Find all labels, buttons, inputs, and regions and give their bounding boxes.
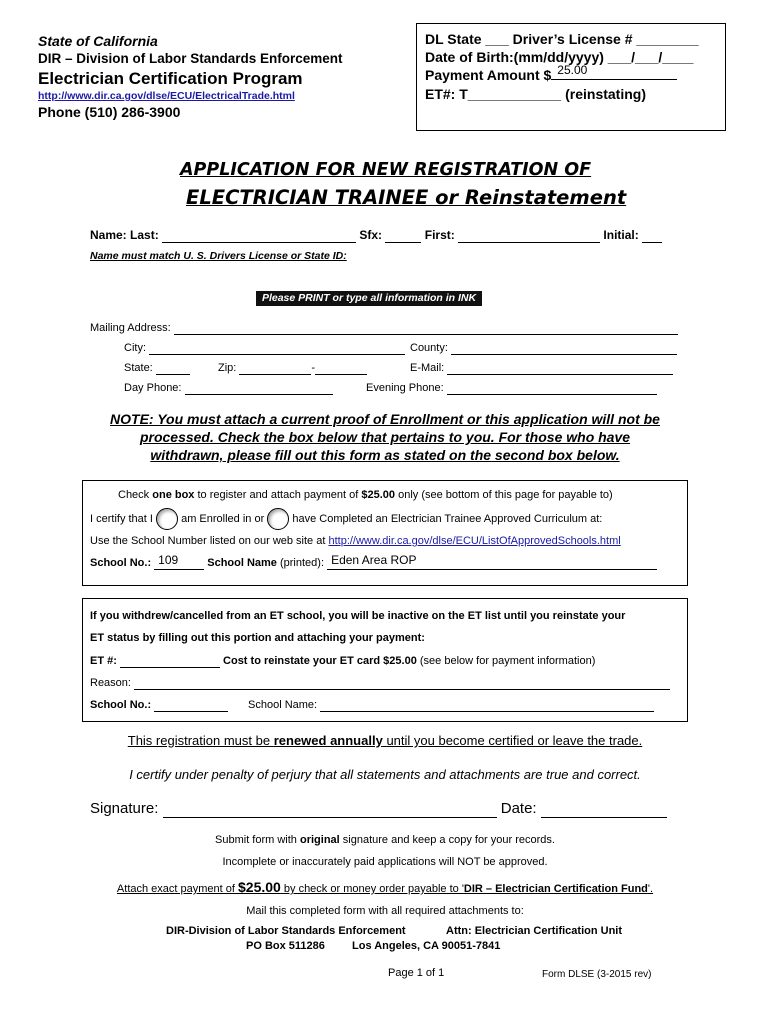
approved-schools-link[interactable]: http://www.dir.ca.gov/dlse/ECU/ListOfApprovedSchools.html bbox=[328, 535, 621, 547]
day-phone-label: Day Phone: bbox=[124, 382, 182, 394]
certify-row bbox=[90, 508, 602, 530]
address-line-2a: PO Box 511286 bbox=[246, 940, 325, 952]
email-label: E-Mail: bbox=[410, 362, 445, 374]
et-reinstating-line[interactable]: ET#: T____________ (reinstating) bbox=[425, 86, 646, 102]
et-label: ET #: bbox=[90, 655, 117, 667]
page-number: Page 1 of 1 bbox=[388, 967, 445, 979]
zip-ext-field[interactable] bbox=[315, 362, 367, 375]
reason-label: Reason: bbox=[90, 677, 131, 689]
dl-line[interactable]: DL State ___ Driver’s License # ________ bbox=[425, 31, 699, 47]
dob-line[interactable]: Date of Birth:(mm/dd/yyyy) ___/___/____ bbox=[425, 49, 694, 65]
perjury-statement: I certify under penalty of perjury that all statements and attachments are true and correct. bbox=[129, 767, 641, 782]
et-number-field[interactable] bbox=[120, 655, 220, 668]
reinstate-school-name-field[interactable] bbox=[320, 699, 654, 712]
payment-amount-field[interactable] bbox=[551, 63, 677, 80]
signature-field[interactable] bbox=[163, 800, 497, 818]
check-instruction: Check one box to register and attach payment of $25.00 only (see bottom of this page for payable to) bbox=[118, 489, 613, 501]
reason-row[interactable] bbox=[90, 677, 670, 690]
school-name-label: School Name bbox=[207, 557, 277, 569]
header-state: State of California bbox=[38, 33, 158, 49]
payment-amount-label: Payment Amount $ bbox=[425, 67, 552, 83]
state-label: State: bbox=[124, 362, 153, 374]
title-line-2: ELECTRICIAN TRAINEE or Reinstatement bbox=[186, 186, 627, 209]
enrolled-radio[interactable] bbox=[156, 508, 178, 530]
city-row[interactable] bbox=[124, 342, 405, 355]
email-field[interactable] bbox=[447, 362, 673, 375]
city-field[interactable] bbox=[149, 342, 405, 355]
school-no-label: School No.: bbox=[90, 557, 152, 569]
state-field[interactable] bbox=[156, 362, 190, 375]
school-name-suffix: (printed): bbox=[279, 557, 325, 569]
name-last-field[interactable] bbox=[162, 228, 356, 243]
evening-phone-field[interactable] bbox=[447, 382, 657, 395]
address-line-2b: Los Angeles, CA 90051-7841 bbox=[352, 940, 501, 952]
header-phone: Phone (510) 286-3900 bbox=[38, 104, 181, 120]
reinstate-school-name-label: School Name: bbox=[248, 699, 318, 711]
reason-field[interactable] bbox=[134, 677, 670, 690]
mailing-address-field[interactable] bbox=[174, 322, 678, 335]
date-label: Date: bbox=[500, 800, 537, 817]
et-cost-row[interactable] bbox=[90, 655, 595, 668]
name-sfx-field[interactable] bbox=[385, 228, 421, 243]
completed-radio[interactable] bbox=[267, 508, 289, 530]
attach-payment-note: Attach exact payment of $25.00 by check or money order payable to 'DIR – Electrician Certification Fund'. bbox=[116, 879, 654, 895]
mail-note: Mail this completed form with all required attachments to: bbox=[246, 905, 524, 917]
day-phone-row[interactable] bbox=[124, 382, 333, 395]
school-no-value: 109 bbox=[158, 553, 179, 567]
school-url-row: Use the School Number listed on our web site at http://www.dir.ca.gov/dlse/ECU/ListOfApprovedSchools.html bbox=[90, 535, 621, 547]
withdrew-line-1: If you withdrew/cancelled from an ET school, you will be inactive on the ET list until you reinstate your bbox=[90, 610, 626, 622]
day-phone-field[interactable] bbox=[185, 382, 333, 395]
header-url-link[interactable]: http://www.dir.ca.gov/dlse/ECU/ElectricalTrade.html bbox=[38, 90, 295, 102]
cost-note: (see below for payment information) bbox=[419, 655, 596, 667]
payment-amount-value: 25.00 bbox=[557, 63, 588, 77]
mailing-address-row[interactable] bbox=[90, 322, 678, 335]
form-id: Form DLSE (3-2015 rev) bbox=[542, 969, 652, 980]
signature-row[interactable] bbox=[90, 800, 667, 818]
mailing-address-label: Mailing Address: bbox=[90, 322, 171, 334]
enrolled-label: am Enrolled in or bbox=[181, 512, 265, 525]
payment-amount-row[interactable] bbox=[425, 63, 677, 83]
zip-row[interactable]: Zip: - bbox=[218, 362, 367, 375]
date-field[interactable] bbox=[541, 800, 667, 818]
note-line-3: withdrawn, please fill out this form as stated on the second box below. bbox=[150, 447, 620, 463]
county-row[interactable] bbox=[410, 342, 677, 355]
city-label: City: bbox=[124, 342, 146, 354]
zip-field[interactable] bbox=[239, 362, 311, 375]
name-note: Name must match U. S. Drivers License or State ID: bbox=[90, 250, 347, 262]
name-sfx-label: Sfx: bbox=[359, 228, 383, 242]
evening-phone-label: Evening Phone: bbox=[366, 382, 444, 394]
address-line-1b: Attn: Electrician Certification Unit bbox=[446, 925, 623, 937]
renew-notice: This registration must be renewed annually until you become certified or leave the trade. bbox=[127, 733, 643, 748]
address-line-1a: DIR-Division of Labor Standards Enforcement bbox=[166, 925, 406, 937]
reinstate-school-no-field[interactable] bbox=[154, 699, 228, 712]
name-first-label: First: bbox=[424, 228, 455, 242]
email-row[interactable] bbox=[410, 362, 673, 375]
submit-note: Submit form with original signature and keep a copy for your records. bbox=[215, 834, 555, 846]
school-no-field[interactable] bbox=[154, 553, 204, 570]
name-initial-label: Initial: bbox=[603, 228, 639, 242]
name-row[interactable] bbox=[90, 228, 662, 243]
school-name-value: Eden Area ROP bbox=[331, 553, 417, 567]
title-line-1: APPLICATION FOR NEW REGISTRATION OF bbox=[180, 160, 592, 180]
name-last-label: Name: Last: bbox=[90, 228, 159, 242]
header-program: Electrician Certification Program bbox=[38, 69, 303, 88]
zip-label: Zip: bbox=[218, 362, 237, 374]
signature-label: Signature: bbox=[90, 800, 159, 817]
note-line-1: NOTE: You must attach a current proof of Enrollment or this application will not be bbox=[110, 411, 660, 427]
reinstate-school-no-label: School No.: bbox=[90, 699, 152, 711]
state-row[interactable] bbox=[124, 362, 190, 375]
county-label: County: bbox=[410, 342, 448, 354]
completed-label: have Completed an Electrician Trainee Approved Curriculum at: bbox=[292, 512, 603, 525]
reinstate-cost: Cost to reinstate your ET card $25.00 bbox=[223, 655, 417, 667]
withdrew-line-2: ET status by filling out this portion and attaching your payment: bbox=[90, 632, 425, 644]
certify-label: I certify that I bbox=[90, 512, 153, 525]
header-division: DIR – Division of Labor Standards Enforcement bbox=[38, 51, 343, 66]
reinstate-school-name-row[interactable] bbox=[248, 699, 654, 712]
reinstate-school-row[interactable] bbox=[90, 699, 228, 712]
name-initial-field[interactable] bbox=[642, 228, 662, 243]
note-line-2: processed. Check the box below that pertains to you. For those who have bbox=[139, 429, 631, 445]
evening-phone-row[interactable] bbox=[366, 382, 657, 395]
school-name-field[interactable] bbox=[327, 553, 657, 570]
county-field[interactable] bbox=[451, 342, 677, 355]
school-row[interactable] bbox=[90, 553, 657, 570]
incomplete-note: Incomplete or inaccurately paid applications will NOT be approved. bbox=[222, 856, 548, 868]
name-first-field[interactable] bbox=[458, 228, 600, 243]
print-banner: Please PRINT or type all information in INK bbox=[256, 291, 482, 306]
